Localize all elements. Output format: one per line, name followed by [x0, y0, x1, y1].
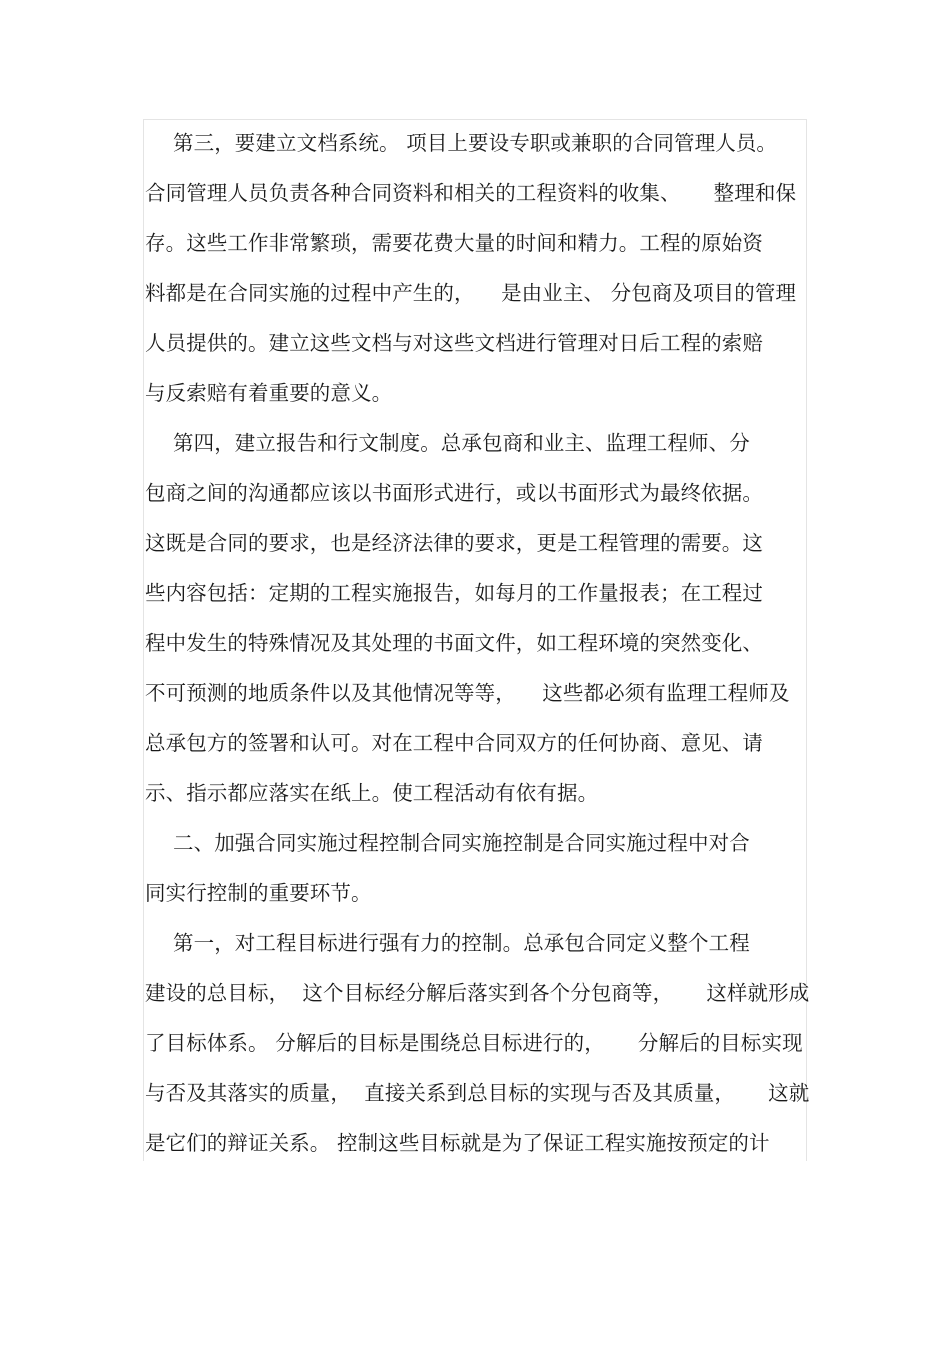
text-line: 些内容包括：定期的工程实施报告，如每月的工作量报表；在工程过 [145, 581, 763, 605]
text-line: 总承包方的签署和认可。对在工程中合同双方的任何协商、意见、请 [145, 731, 763, 755]
text-line: 料都是在合同实施的过程中产生的， 是由业主、 分包商及项目的管理 [145, 281, 797, 305]
document-body [145, 118, 810, 1168]
text-line: 与否及其落实的质量， 直接关系到总目标的实现与否及其质量， 这就 [145, 1081, 810, 1105]
text-line: 包商之间的沟通都应该以书面形式进行，或以书面形式为最终依据。 [145, 481, 763, 505]
text-line: 同实行控制的重要环节。 [145, 881, 372, 905]
text-line: 合同管理人员负责各种合同资料和相关的工程资料的收集、 整理和保 [145, 181, 797, 205]
text-line: 第一，对工程目标进行强有力的控制。总承包合同定义整个工程 [173, 931, 750, 955]
text-line: 建设的总目标， 这个目标经分解后落实到各个分包商等， 这样就形成 [145, 981, 810, 1005]
text-line: 二、加强合同实施过程控制合同实施控制是合同实施过程中对合 [173, 831, 750, 855]
text-line: 与反索赔有着重要的意义。 [145, 381, 393, 405]
text-line: 人员提供的。建立这些文档与对这些文档进行管理对日后工程的索赔 [145, 331, 763, 355]
text-line: 了目标体系。 分解后的目标是围绕总目标进行的， 分解后的目标实现 [145, 1031, 803, 1055]
text-line: 第四，建立报告和行文制度。总承包商和业主、监理工程师、分 [173, 431, 750, 455]
text-line: 第三，要建立文档系统。 项目上要设专职或兼职的合同管理人员。 [173, 131, 778, 155]
text-line: 存。这些工作非常繁琐，需要花费大量的时间和精力。工程的原始资 [145, 231, 763, 255]
text-line: 程中发生的特殊情况及其处理的书面文件，如工程环境的突然变化、 [145, 631, 763, 655]
text-line: 这既是合同的要求，也是经济法律的要求，更是工程管理的需要。这 [145, 531, 763, 555]
text-line: 是它们的辩证关系。 控制这些目标就是为了保证工程实施按预定的计 [145, 1131, 770, 1155]
text-line: 示、指示都应落实在纸上。使工程活动有依有据。 [145, 781, 599, 805]
text-line: 不可预测的地质条件以及其他情况等等， 这些都必须有监理工程师及 [145, 681, 790, 705]
